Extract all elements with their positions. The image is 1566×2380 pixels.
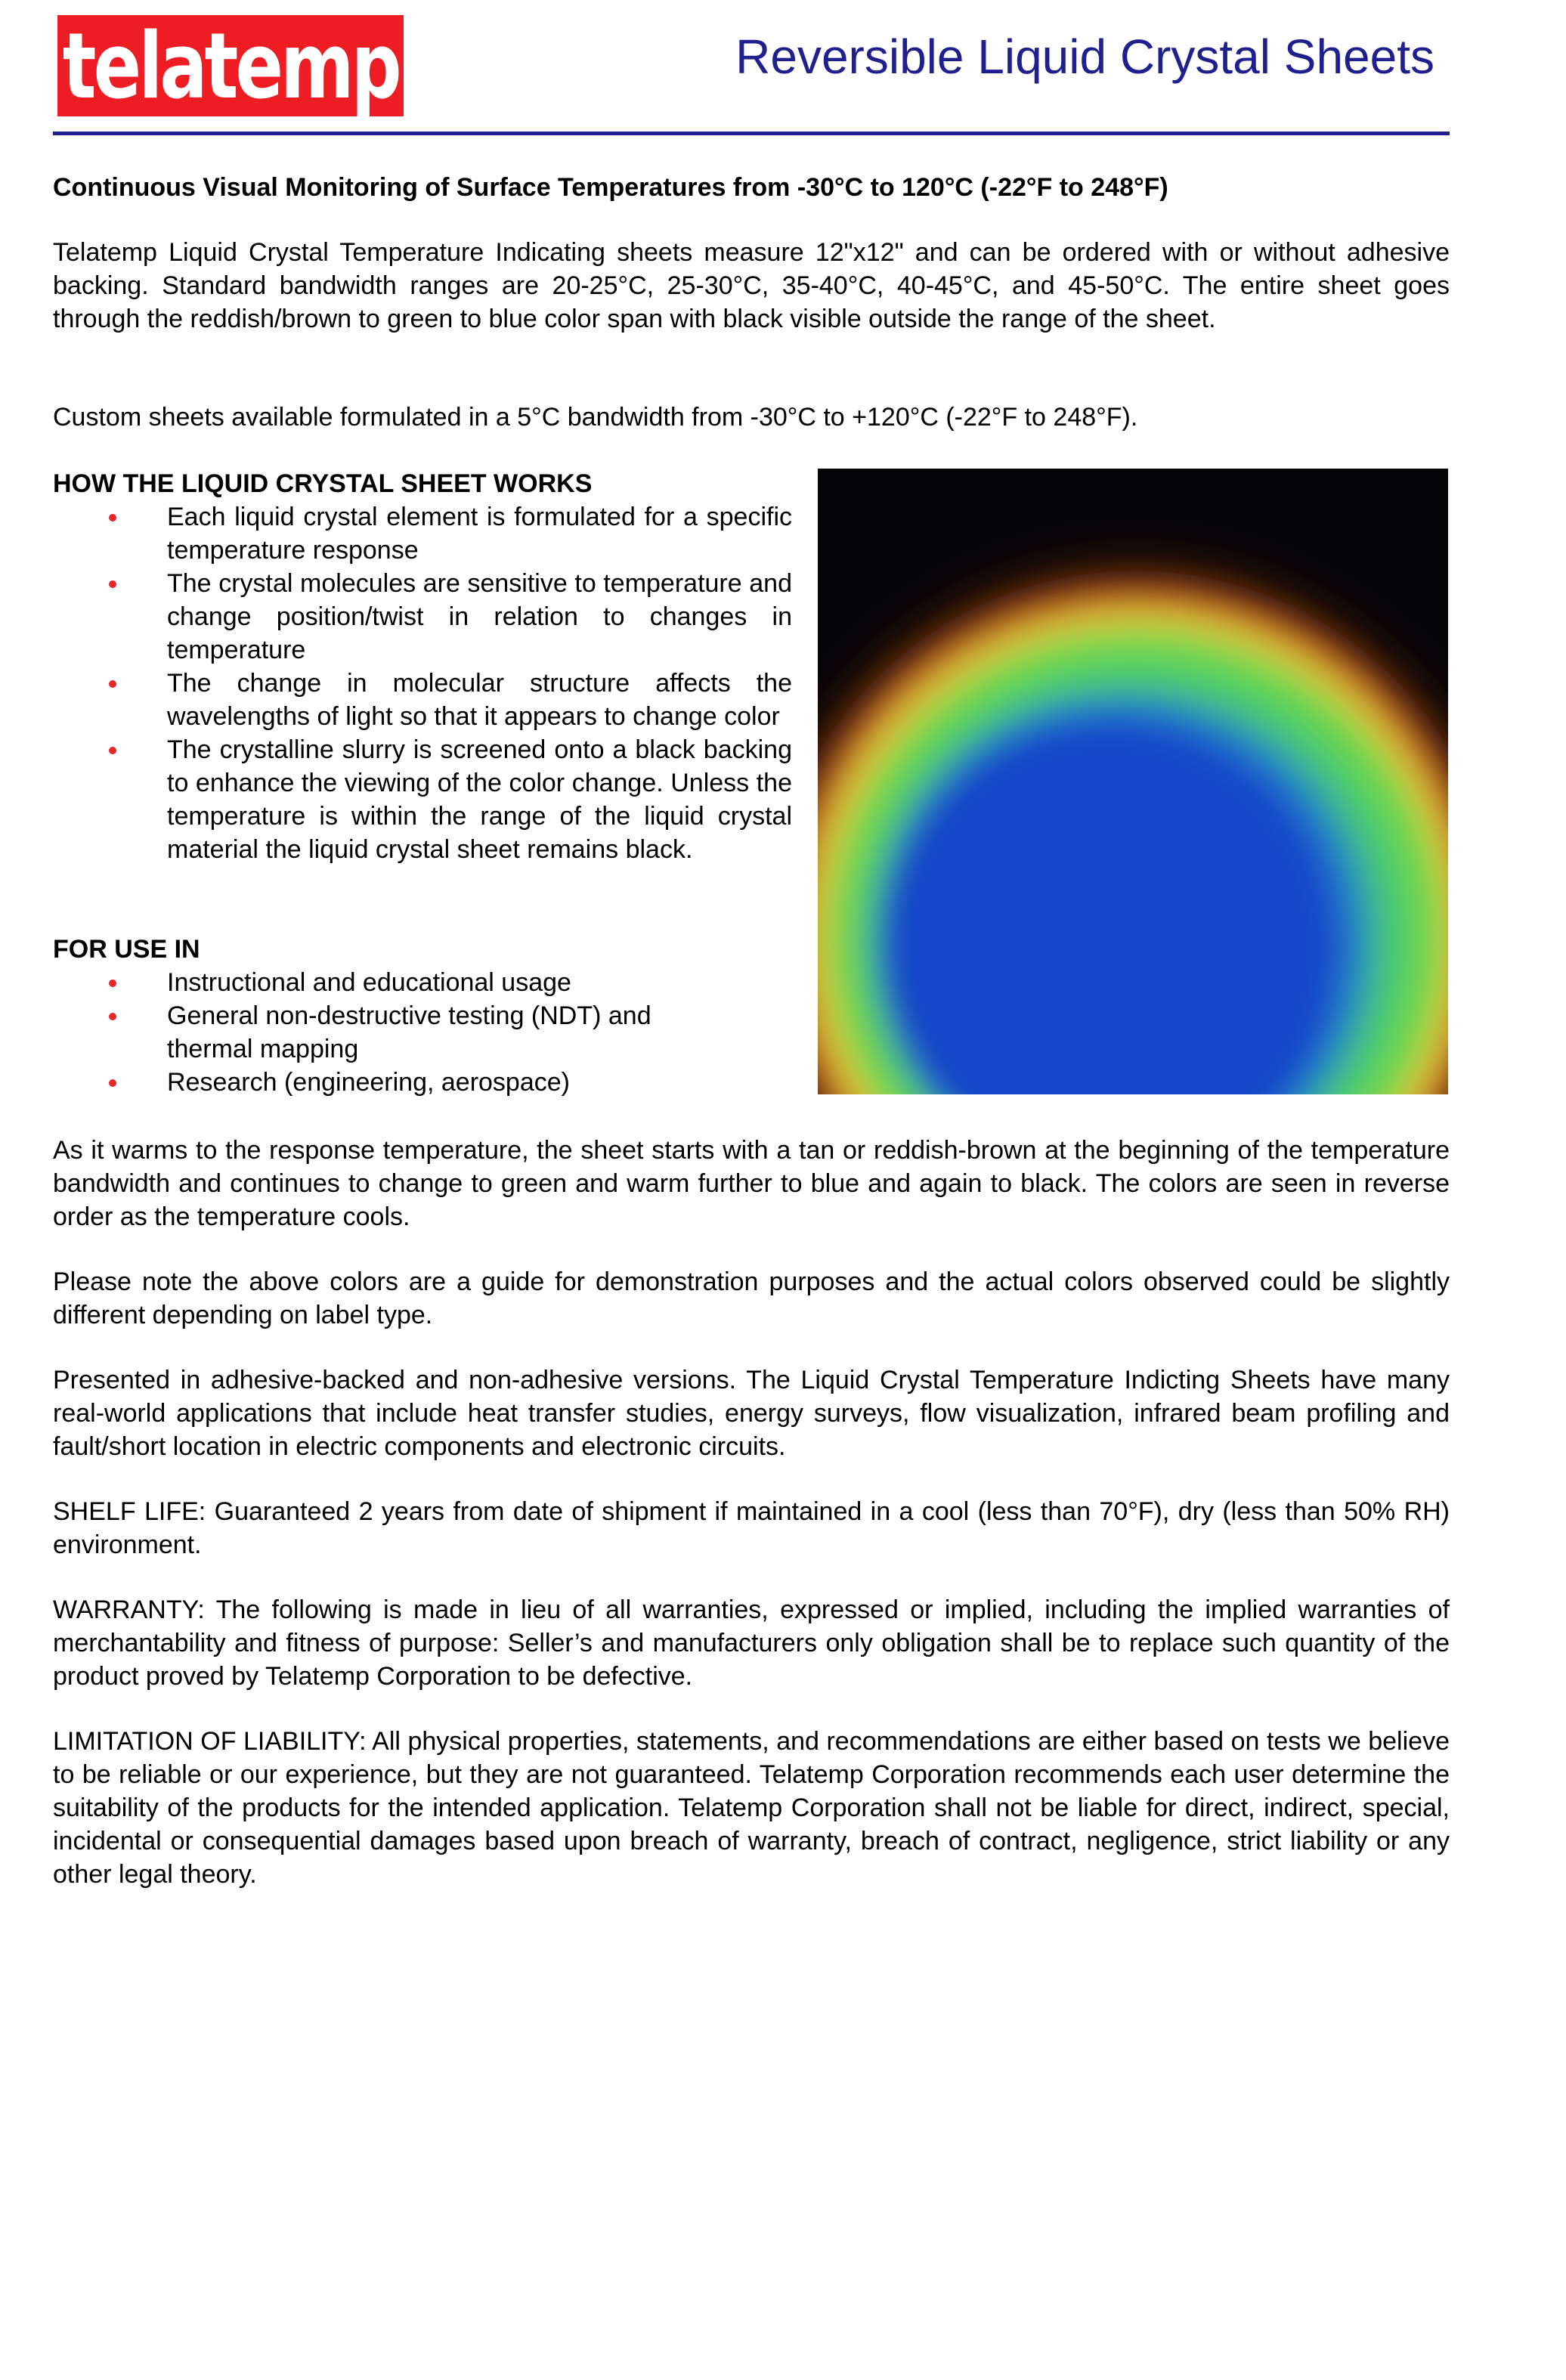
applications-paragraph: Presented in adhesive-backed and non-adhesive versions. The Liquid Crystal Temperature Indicting Sheets have many real-world applications that include heat transfer studies, energy surveys, flow visualization, infrared beam profiling and fault/short location in electric components and electronic circuits. xyxy=(53,1366,1450,1461)
bullet-icon xyxy=(109,980,116,987)
bullet-icon xyxy=(109,514,116,521)
logo-text: telatemp xyxy=(62,14,399,119)
bullet-icon xyxy=(109,1013,116,1020)
color-note-paragraph: Please note the above colors are a guide for demonstration purposes and the actual colors observed could be slightly different depending on label type. xyxy=(53,1267,1450,1329)
warming-paragraph: As it warms to the response temperature, the sheet starts with a tan or reddish-brown at the beginning of the temperature bandwidth and continues to change to green and warm further to blue and again to black. The colors are seen in reverse order as the temperature cools. xyxy=(53,1136,1450,1231)
custom-sheets-paragraph: Custom sheets available formulated in a 5°C bandwidth from -30°C to +120°C (-22°F to 248°F). xyxy=(53,403,1138,432)
subtitle: Continuous Visual Monitoring of Surface Temperatures from -30°C to 120°C (-22°F to 248°F) xyxy=(53,173,1168,202)
bullet-icon xyxy=(109,1079,116,1087)
liquid-crystal-thermal-photo-icon xyxy=(818,469,1448,1094)
list-item: Instructional and educational usage xyxy=(0,966,792,999)
bullet-icon xyxy=(109,580,116,588)
header-divider xyxy=(53,132,1450,135)
document-title: Reversible Liquid Crystal Sheets xyxy=(735,29,1434,84)
for-use-in-list xyxy=(0,966,792,1099)
warranty-paragraph: WARRANTY: The following is made in lieu of all warranties, expressed or implied, including the implied warranties of merchantability and fitness of purpose: Seller’s and manufacturers only obligation shall be to replace such quantity of the product proved by Telatemp Corporation to be defective. xyxy=(53,1595,1450,1691)
how-it-works-list xyxy=(0,500,792,866)
bullet-icon xyxy=(109,747,116,754)
telatemp-logo xyxy=(57,14,404,119)
list-item: General non-destructive testing (NDT) and thermal mapping xyxy=(0,999,792,1066)
list-item: The change in molecular structure affects the wavelengths of light so that it appears to change color xyxy=(0,667,792,733)
list-item: Research (engineering, aerospace) xyxy=(0,1066,792,1099)
list-item: The crystal molecules are sensitive to temperature and change position/twist in relation to changes in temperature xyxy=(0,567,792,667)
liability-paragraph: LIMITATION OF LIABILITY: All physical properties, statements, and recommendations are either based on tests we believe to be reliable or our experience, but they are not guaranteed. Telatemp Corporation recommends each user determine the suitability of the products for the intended application. Telatemp Corporation shall not be liable for direct, indirect, special, incidental or consequential damages based upon breach of warranty, breach of contract, negligence, strict liability or any other legal theory. xyxy=(53,1727,1450,1889)
for-use-in-heading: FOR USE IN xyxy=(53,935,200,964)
shelf-life-paragraph: SHELF LIFE: Guaranteed 2 years from date of shipment if maintained in a cool (less than 70°F), dry (less than 50% RH) environment. xyxy=(53,1497,1450,1559)
how-it-works-heading: HOW THE LIQUID CRYSTAL SHEET WORKS xyxy=(53,469,593,498)
bullet-icon xyxy=(109,680,116,688)
intro-paragraph: Telatemp Liquid Crystal Temperature Indicating sheets measure 12"x12" and can be ordered with or without adhesive backing. Standard bandwidth ranges are 20-25°C, 25-30°C, 35-40°C, 40-45°C, and 45-50°C. The entire sheet goes through the reddish/brown to green to blue color span with black visible outside the range of the sheet. xyxy=(53,238,1450,333)
list-item: Each liquid crystal element is formulated for a specific temperature response xyxy=(0,500,792,567)
list-item: The crystalline slurry is screened onto a black backing to enhance the viewing of the color change. Unless the temperature is within the range of the liquid crystal material the liquid crystal sheet remains black. xyxy=(0,733,792,866)
